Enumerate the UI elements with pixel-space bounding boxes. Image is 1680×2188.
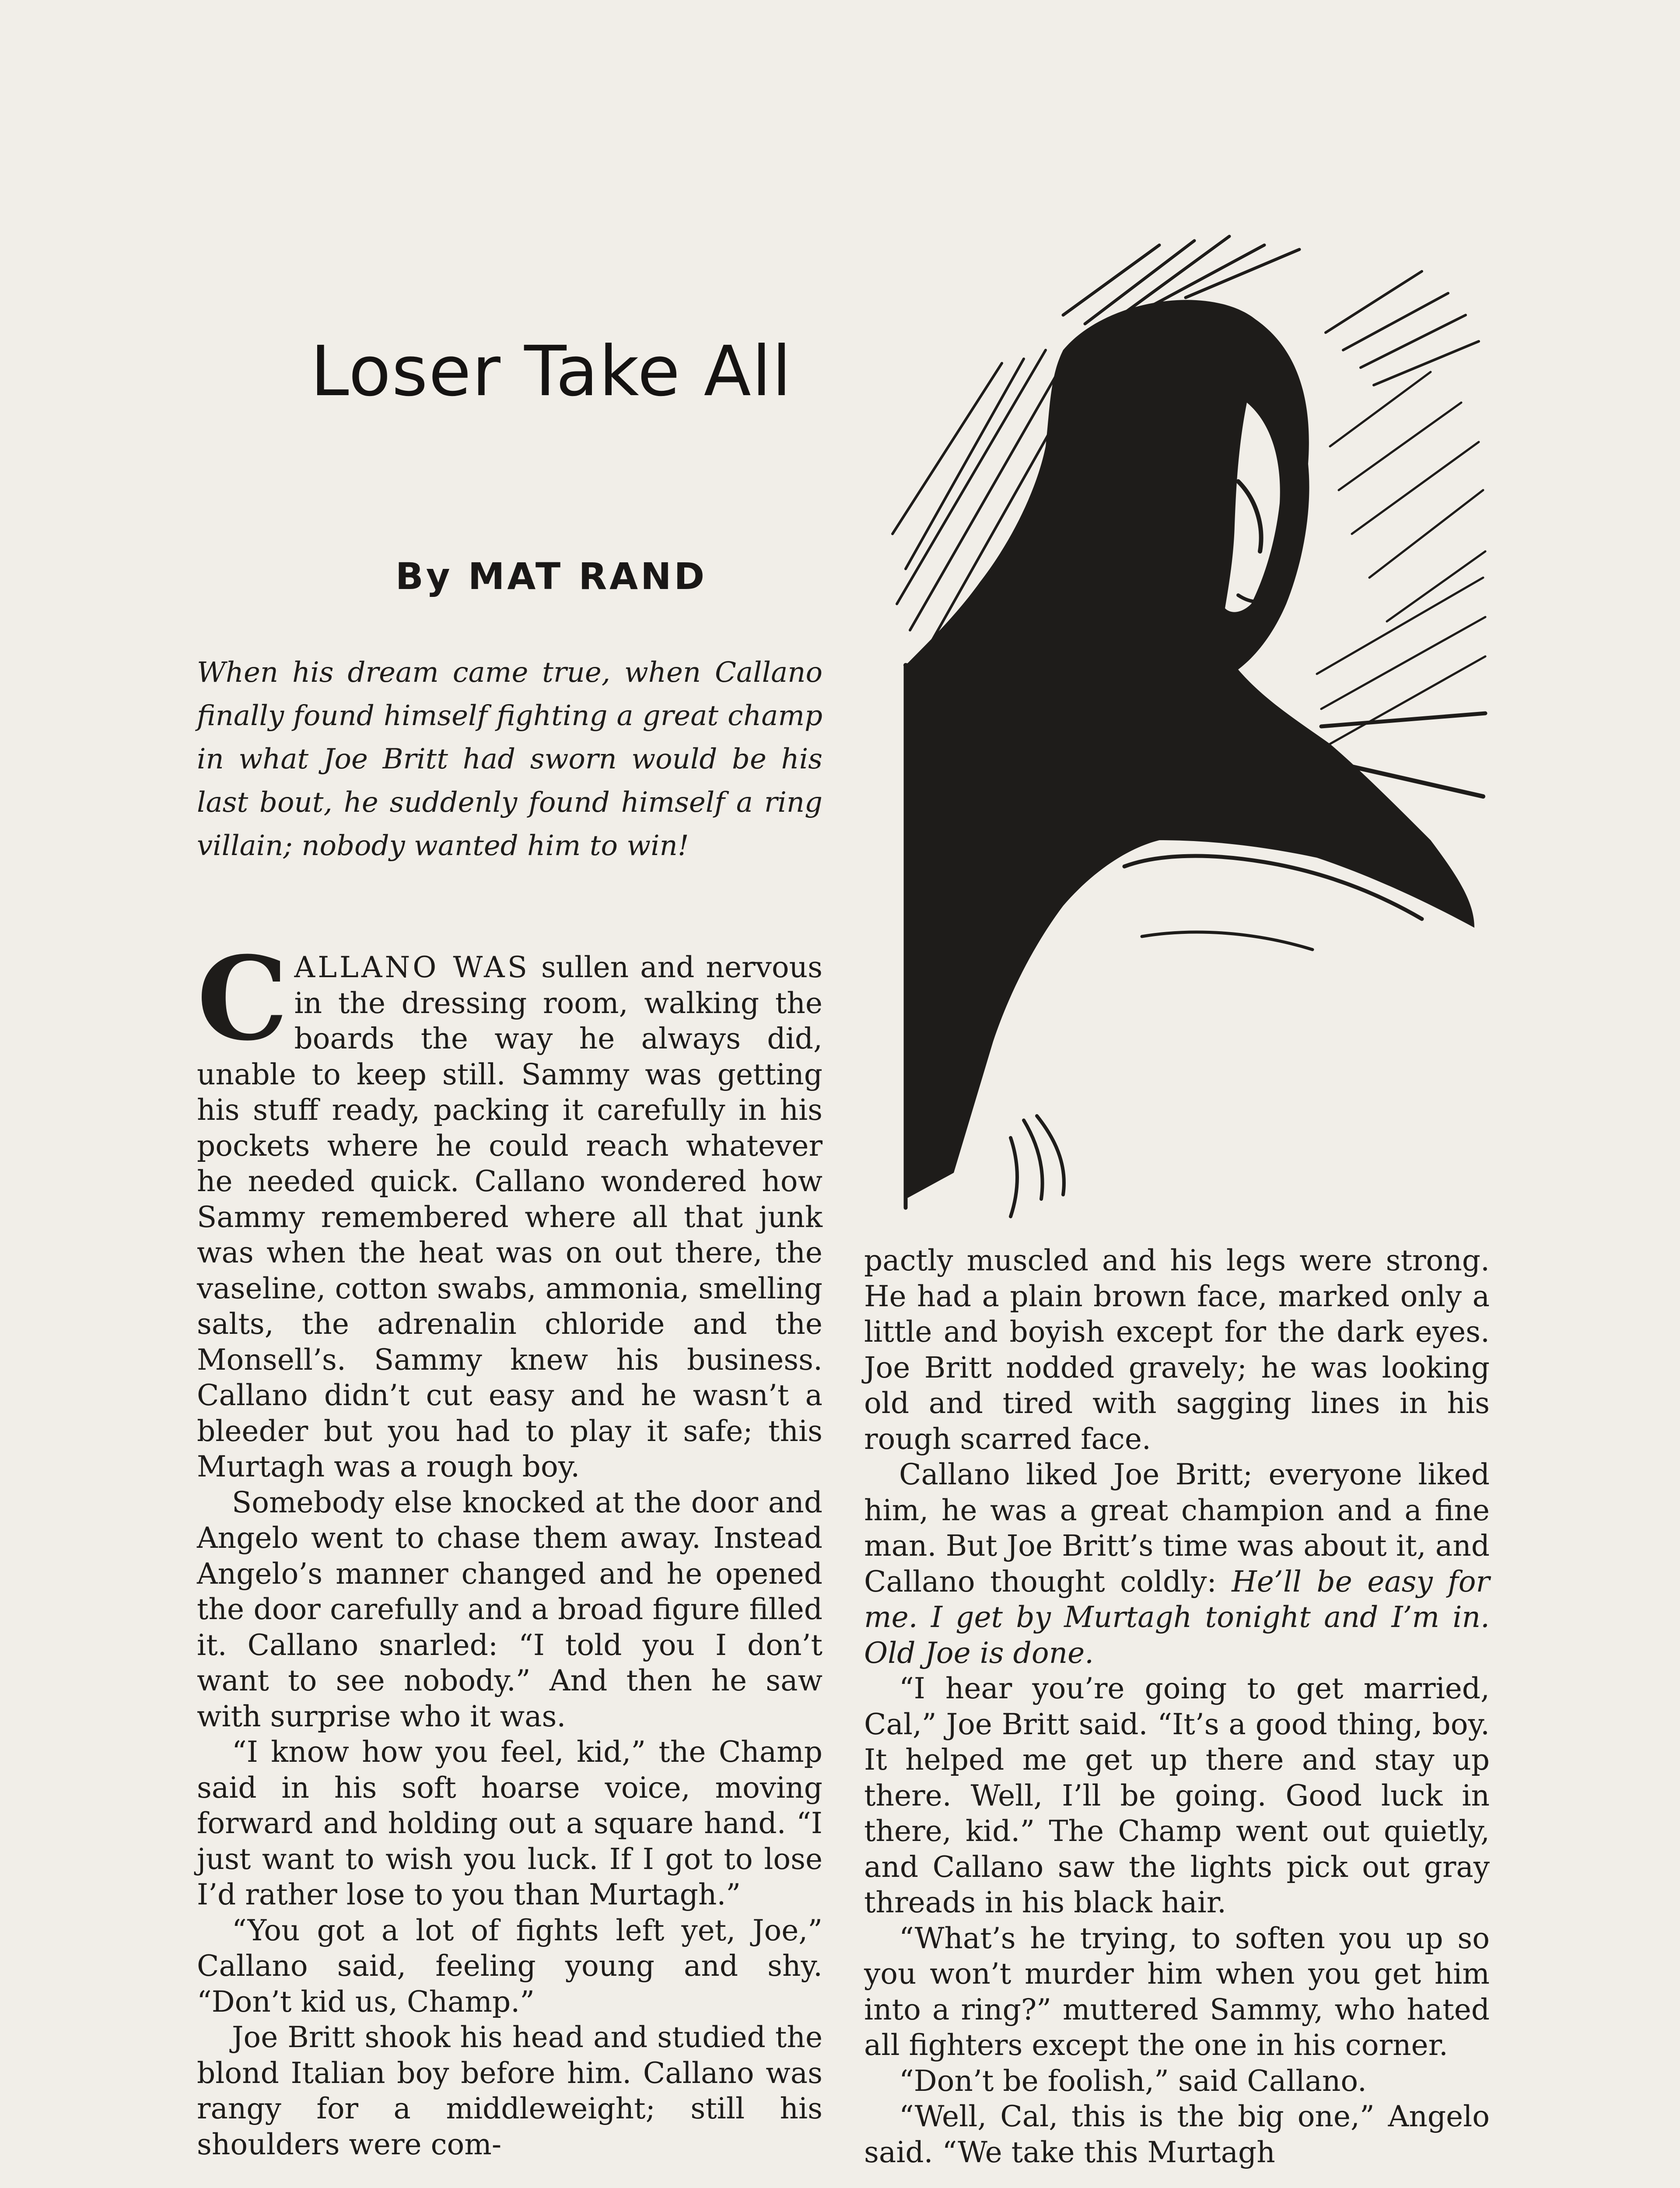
paragraph: Somebody else knocked at the door and Angelo went to chase them away. Instead Angelo’s manner changed and he opened the door carefully and a broad figure filled it. Callano snarled: “I told you I don’t want to see nobody.” And then he saw with surprise who it was. xyxy=(197,1485,822,1733)
paragraph: “I know how you feel, kid,” the Champ said in his soft hoarse voice, moving forward and holding out a square hand. “I just want to wish you luck. If I got to lose I’d rather lose to you than Murtagh.” xyxy=(197,1735,822,1911)
story-title: Loser Take All xyxy=(310,331,792,412)
paragraph: “You got a lot of fights left yet, Joe,” Callano said, feeling young and shy. “Don’t kid us, Champ.” xyxy=(197,1913,822,2019)
paragraph: Joe Britt shook his head and studied the blond Italian boy before him. Callano was rangy for a middleweight; still his shoulders were com- xyxy=(197,2020,822,2161)
paragraph: “What’s he trying, to soften you up so you won’t murder him when you get him into a ring?” muttered Sammy, who hated all fighters except the one in his corner. xyxy=(864,1921,1490,2062)
paragraph: pactly muscled and his legs were strong. He had a plain brown face, marked only a little and boyish except for the dark eyes. Joe Britt nodded gravely; he was looking old and tired with sagging lines in his rough scarred face. xyxy=(864,1244,1490,1456)
paragraph xyxy=(197,931,822,1485)
paragraph: “Well, Cal, this is the big one,” Angelo said. “We take this Murtagh xyxy=(864,2100,1490,2169)
paragraph-text: sullen and nervous in the dressing room, walking the boards the way he always did, unable to keep still. Sammy was getting his stuff ready, packing it carefully in his pockets where he could reach whatever he needed quick. Callano wondered how Sammy remembered where all that junk was when the heat was on out there, the vaseline, cotton swabs, ammonia, smelling salts, the adrenalin chloride and the Monsell’s. Sammy knew his business. Callano didn’t cut easy and he wasn’t a bleeder but you had to play it safe; this Murtagh was a rough boy. xyxy=(197,950,822,1483)
figure-silhouette xyxy=(906,300,1474,1199)
lead-caps: ALLANO WAS xyxy=(294,950,530,984)
drop-cap: C xyxy=(197,931,288,1066)
story-blurb: When his dream came true, when Callano finally found himself fighting a great champ in what Joe Britt had sworn would be his last bout, he suddenly found himself a ring villain; nobody wanted him to win! xyxy=(197,656,822,862)
text-column-right xyxy=(864,1243,1490,2170)
paragraph xyxy=(864,1457,1490,1671)
text-column-left xyxy=(197,931,822,2162)
paragraph: “Don’t be foolish,” said Callano. xyxy=(899,2064,1367,2098)
author-byline: By MAT RAND xyxy=(395,555,707,598)
paragraph-text: Callano liked Joe Britt; everyone liked him, he was a great champion and a fine man. But Joe Britt’s time was about it, and Callano thought coldly: xyxy=(864,1458,1490,1599)
italic-thought: He’ll be easy for me. I get by Murtagh tonight and I’m in. Old Joe is done. xyxy=(864,1564,1490,1670)
boxer-illustration xyxy=(879,219,1490,1243)
paragraph: “I hear you’re going to get married, Cal,” Joe Britt said. “It’s a good thing, boy. It helped me get up there and stay up there. Well, I’ll be going. Good luck in there, kid.” The Champ went out quietly, and Callano saw the lights pick out gray threads in his black hair. xyxy=(864,1672,1490,1919)
